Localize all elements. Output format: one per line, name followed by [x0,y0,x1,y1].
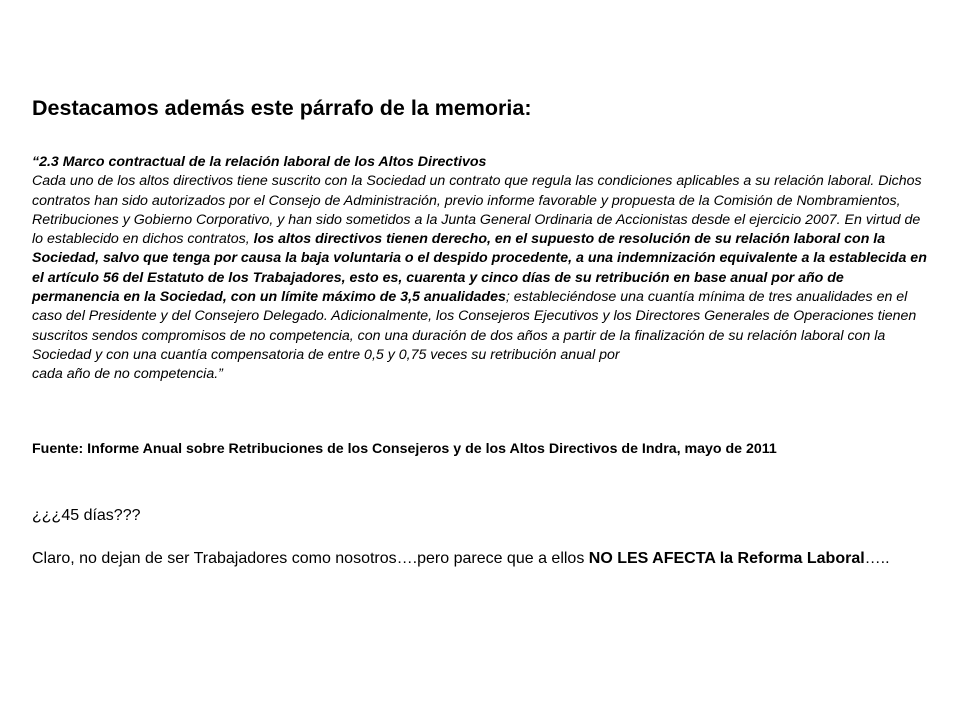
quote-body-part2: ; estableciéndose una cuantía mínima de tres anualidades en el caso del Presidente y del Consejero Delegado. Adicionalmente, los Consejeros Ejecutivos y los Directores Generales de Operaciones tienen suscritos sendos compromisos de no competencia, con una duración de dos años a partir de la finalización de su relación laboral con la Sociedad y con una cuantía compensatoria de entre 0,5 y 0,75 veces su retribución anual por [32,289,917,363]
comment-part2: ….. [864,550,890,567]
comment-bold: NO LES AFECTA la Reforma Laboral [588,550,865,567]
quote-body-last: cada año de no competencia.” [32,366,223,383]
memoria-quote [32,153,932,385]
comment-text [32,547,942,570]
quote-body-part1: Cada uno de los altos directivos tiene suscrito con la Sociedad un contrato que regula las condiciones aplicables a su relación laboral. Dichos contratos han sido autorizados por el Consejo de Administración, previo informe favorable y propuesta de la Comisión de Nombramientos, Retribuciones y Gobierno Corporativo, y han sido sometidos a la Junta General Ordinaria de Accionistas desde el ejercicio 2007. En virtud de lo establecido en dichos contratos, [32,173,922,248]
quote-title: “2.3 Marco contractual de la relación laboral de los Altos Directivos [32,154,487,170]
quote-body-bold: los altos directivos tienen derecho, en el supuesto de resolución de su relación laboral con la Sociedad, salvo que tenga por causa la baja voluntaria o el despido procedente, a una indemnización equivalente a la establecida en el artículo 56 del Estatuto de los Trabajadores, esto es, cuarenta y cinco días de su retribución en base anual por año de permanencia en la Sociedad, con un límite máximo de 3,5 anualidades [32,231,927,306]
question-text: ¿¿¿45 días??? [32,507,141,524]
comment-part1: Claro, no dejan de ser Trabajadores como nosotros….pero parece que a ellos [32,550,589,567]
source-citation: Fuente: Informe Anual sobre Retribuciones de los Consejeros y de los Altos Directivos de Indra, mayo de 2011 [32,441,777,457]
page-heading: Destacamos además este párrafo de la memoria: [32,96,532,120]
